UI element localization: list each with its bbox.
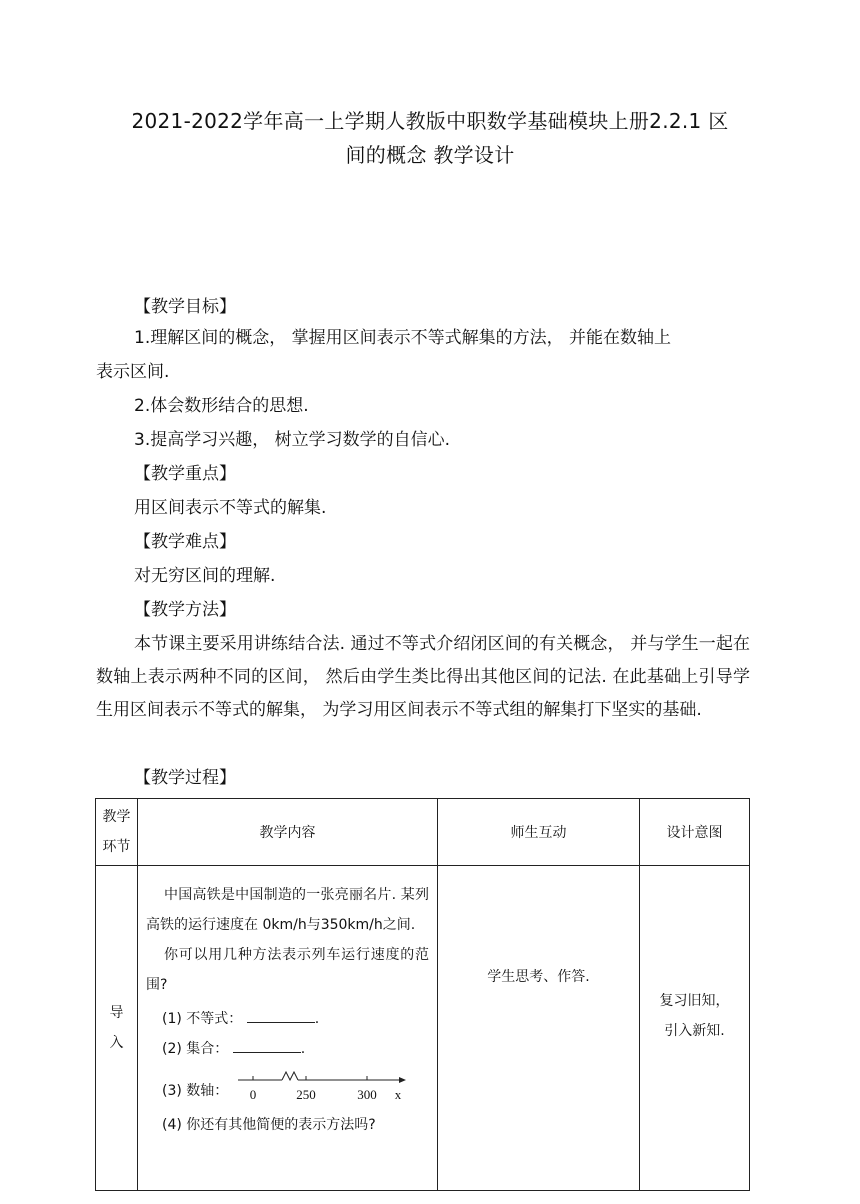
content-para-2: 你可以用几种方法表示列车运行速度的范围? <box>146 947 429 993</box>
intent-line-1: 复习旧知， <box>659 993 730 1009</box>
objective-1-line-b: 表示区间. <box>96 362 170 382</box>
process-table <box>95 798 750 1191</box>
axis-tick-250: 250 <box>296 1087 316 1102</box>
content-cell <box>138 866 438 1191</box>
header-step-line-2: 环节 <box>102 839 131 855</box>
answer-blank-1 <box>247 1008 315 1023</box>
title-line-2: 间的概念 教学设计 <box>345 143 515 167</box>
content-para-1: 中国高铁是中国制造的一张亮丽名片. 某列高铁的运行速度在 0km/h与350km/h之间. <box>146 887 429 933</box>
number-line-icon <box>234 1066 409 1106</box>
axis-tick-0: 0 <box>249 1087 257 1102</box>
item-1-end: . <box>314 1011 320 1027</box>
table-row <box>96 866 750 1191</box>
difficulty-heading: 【教学难点】 <box>134 532 236 552</box>
method-text: 本节课主要采用讲练结合法. 通过不等式介绍闭区间的有关概念， 并与学生一起在数轴上表示两种不同的区间， 然后由学生类比得出其他区间的记法. 在此基础上引导学生用区间表示不等式的解集， 为学习用区间表示不等式组的解集打下坚实的基础. <box>96 634 750 720</box>
method-heading: 【教学方法】 <box>134 600 236 620</box>
intent-line-2: 引入新知. <box>664 1023 725 1039</box>
content-item-3 <box>146 1066 429 1108</box>
difficulty-text: 对无穷区间的理解. <box>134 566 276 586</box>
key-point-text: 用区间表示不等式的解集. <box>134 498 327 518</box>
objective-2: 2.体会数形结合的思想. <box>134 396 309 416</box>
item-1-label: (1) 不等式： <box>162 1011 243 1027</box>
step-line-2: 入 <box>109 1035 124 1051</box>
intent-cell <box>640 866 750 1191</box>
axis-tick-300: 300 <box>357 1087 377 1102</box>
header-content: 教学内容 <box>138 799 438 866</box>
item-2-end: . <box>300 1041 306 1057</box>
interaction-cell <box>438 866 640 1191</box>
header-interaction: 师生互动 <box>438 799 640 866</box>
answer-blank-2 <box>233 1038 301 1053</box>
table-header-row <box>96 799 750 866</box>
step-line-1: 导 <box>109 1005 124 1021</box>
header-step-line-1: 教学 <box>102 809 131 825</box>
objective-3: 3.提高学习兴趣， 树立学习数学的自信心. <box>134 430 451 450</box>
content-item-1 <box>146 1004 429 1034</box>
process-heading: 【教学过程】 <box>134 768 236 788</box>
step-cell <box>96 866 138 1191</box>
interaction-text: 学生思考、作答. <box>487 969 590 985</box>
title-line-1: 2021-2022学年高一上学期人教版中职数学基础模块上册2.2.1 区 <box>131 109 729 133</box>
item-3-label: (3) 数轴： <box>162 1083 229 1099</box>
header-step <box>96 799 138 866</box>
axis-label-x: x <box>394 1087 402 1102</box>
document-title <box>70 104 790 172</box>
content-item-2 <box>146 1034 429 1064</box>
header-intent: 设计意图 <box>640 799 750 866</box>
item-2-label: (2) 集合： <box>162 1041 229 1057</box>
key-point-heading: 【教学重点】 <box>134 464 236 484</box>
content-item-4: (4) 你还有其他简便的表示方法吗? <box>162 1117 376 1133</box>
objectives-heading: 【教学目标】 <box>134 297 236 317</box>
objective-1-line-a: 1.理解区间的概念， 掌握用区间表示不等式解集的方法， 并能在数轴上 <box>134 328 672 348</box>
